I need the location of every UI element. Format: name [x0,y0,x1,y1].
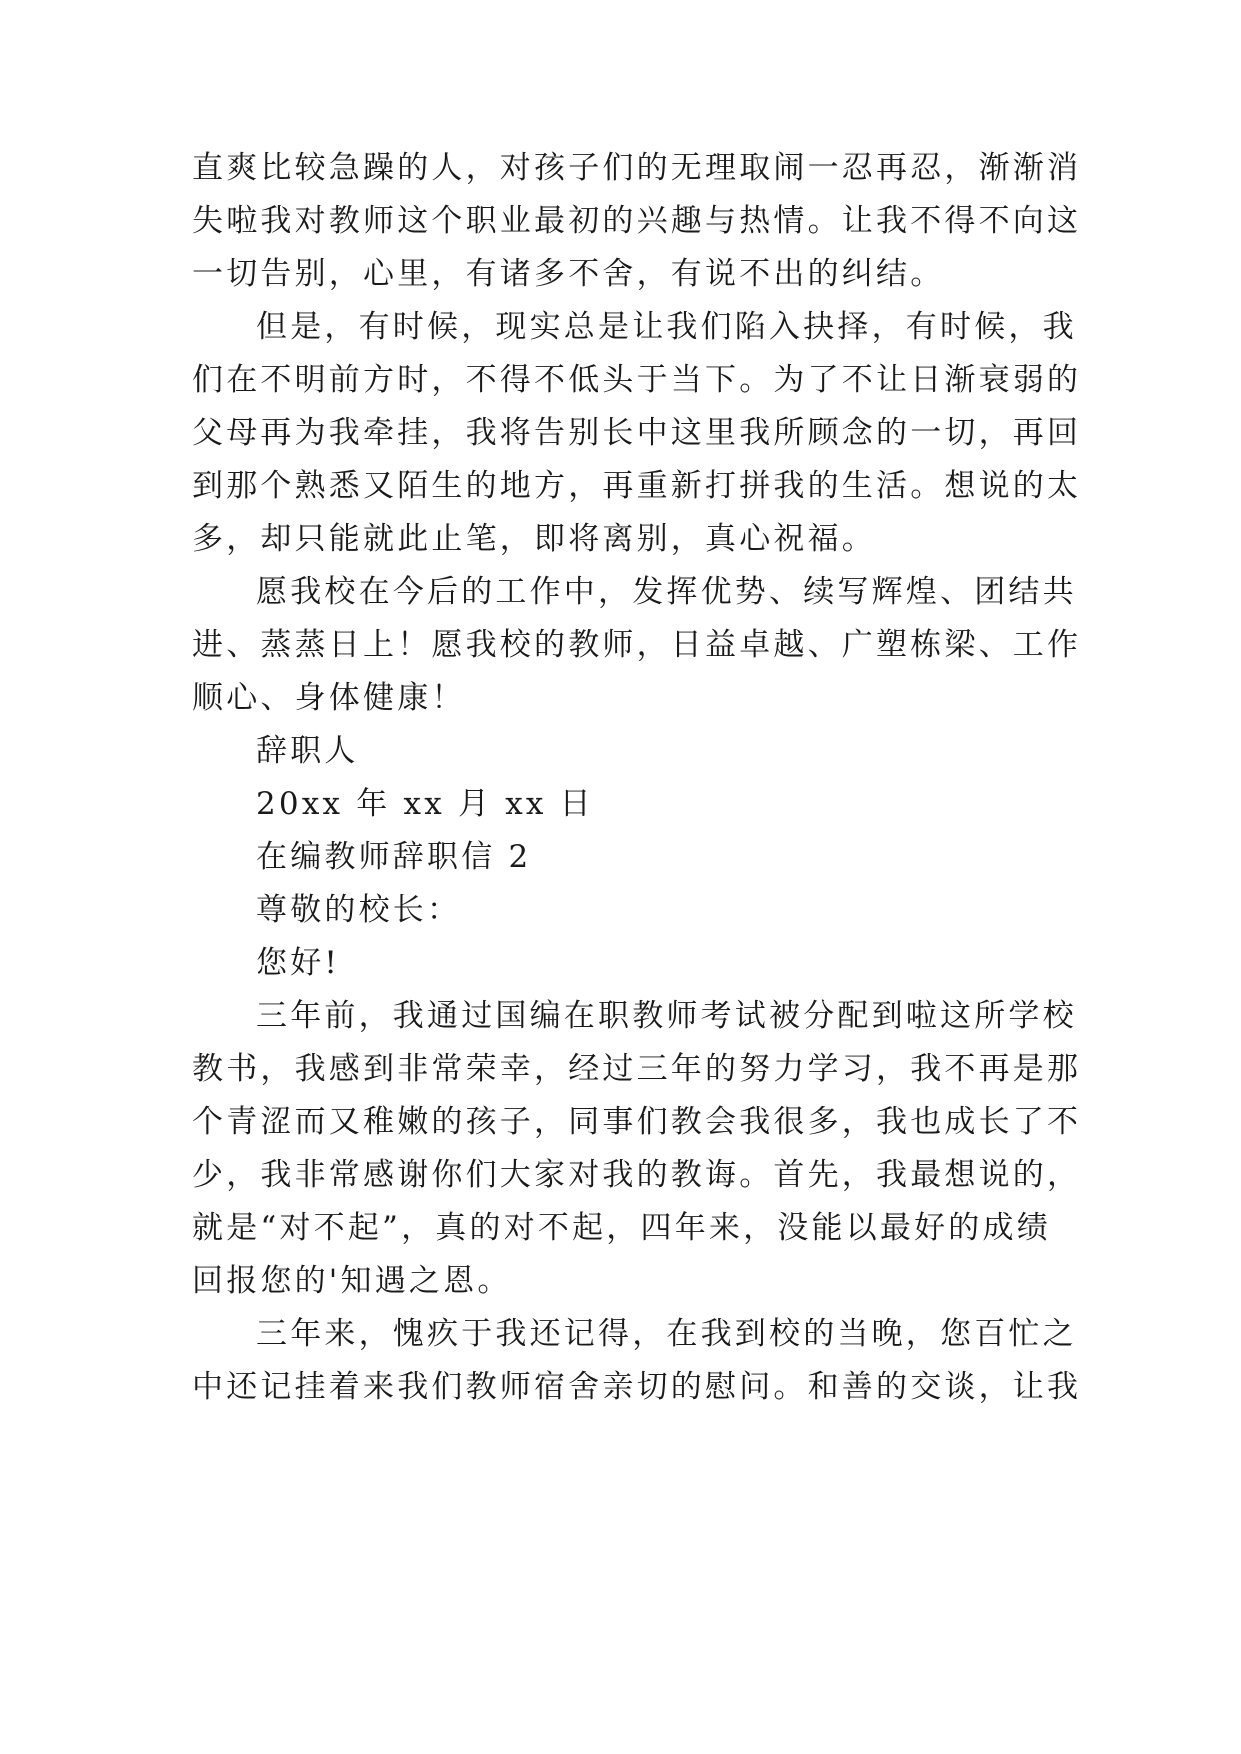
date-line: 20xx 年 xx 月 xx 日 [256,786,594,822]
paragraph-line: 但是，有时候，现实总是让我们陷入抉择，有时候，我 [256,309,1077,345]
paragraph-line: 进、蒸蒸日上！愿我校的教师，日益卓越、广塑栋梁、工作 [192,627,1082,663]
paragraph-line: 失啦我对教师这个职业最初的兴趣与热情。让我不得不向这 [192,203,1082,239]
paragraph-line: 少，我非常感谢你们大家对我的教诲。首先，我最想说的， [192,1157,1082,1193]
paragraph-line: 三年来，愧疚于我还记得，在我到校的当晚，您百忙之 [256,1316,1077,1352]
paragraph-line: 三年前，我通过国编在职教师考试被分配到啦这所学校 [256,998,1077,1034]
paragraph-line: 中还记挂着来我们教师宿舍亲切的慰问。和善的交谈，让我 [192,1369,1082,1405]
paragraph-line: 就是“对不起”，真的对不起，四年来，没能以最好的成绩 [192,1210,1051,1246]
paragraph-line: 们在不明前方时，不得不低头于当下。为了不让日渐衰弱的 [192,362,1082,398]
paragraph-line: 到那个熟悉又陌生的地方，再重新打拼我的生活。想说的太 [192,468,1082,504]
paragraph-line: 多，却只能就此止笔，即将离别，真心祝福。 [192,521,876,557]
paragraph-line: 回报您的'知遇之恩。 [192,1263,512,1299]
paragraph-line: 愿我校在今后的工作中，发挥优势、续写辉煌、团结共 [256,574,1077,610]
paragraph-line: 顺心、身体健康！ [192,680,466,716]
letter-title: 在编教师辞职信 2 [256,839,532,875]
paragraph-line: 一切告别，心里，有诸多不舍，有说不出的纠结。 [192,256,945,292]
salutation: 尊敬的校长： [256,892,462,928]
paragraph-line: 教书，我感到非常荣幸，经过三年的努力学习，我不再是那 [192,1051,1082,1087]
greeting: 您好! [256,945,341,981]
paragraph-line: 父母再为我牵挂，我将告别长中这里我所顾念的一切，再回 [192,415,1082,451]
signature-label: 辞职人 [256,733,359,769]
paragraph-line: 个青涩而又稚嫩的孩子，同事们教会我很多，我也成长了不 [192,1104,1082,1140]
paragraph-line: 直爽比较急躁的人，对孩子们的无理取闹一忍再忍，渐渐消 [192,150,1082,186]
